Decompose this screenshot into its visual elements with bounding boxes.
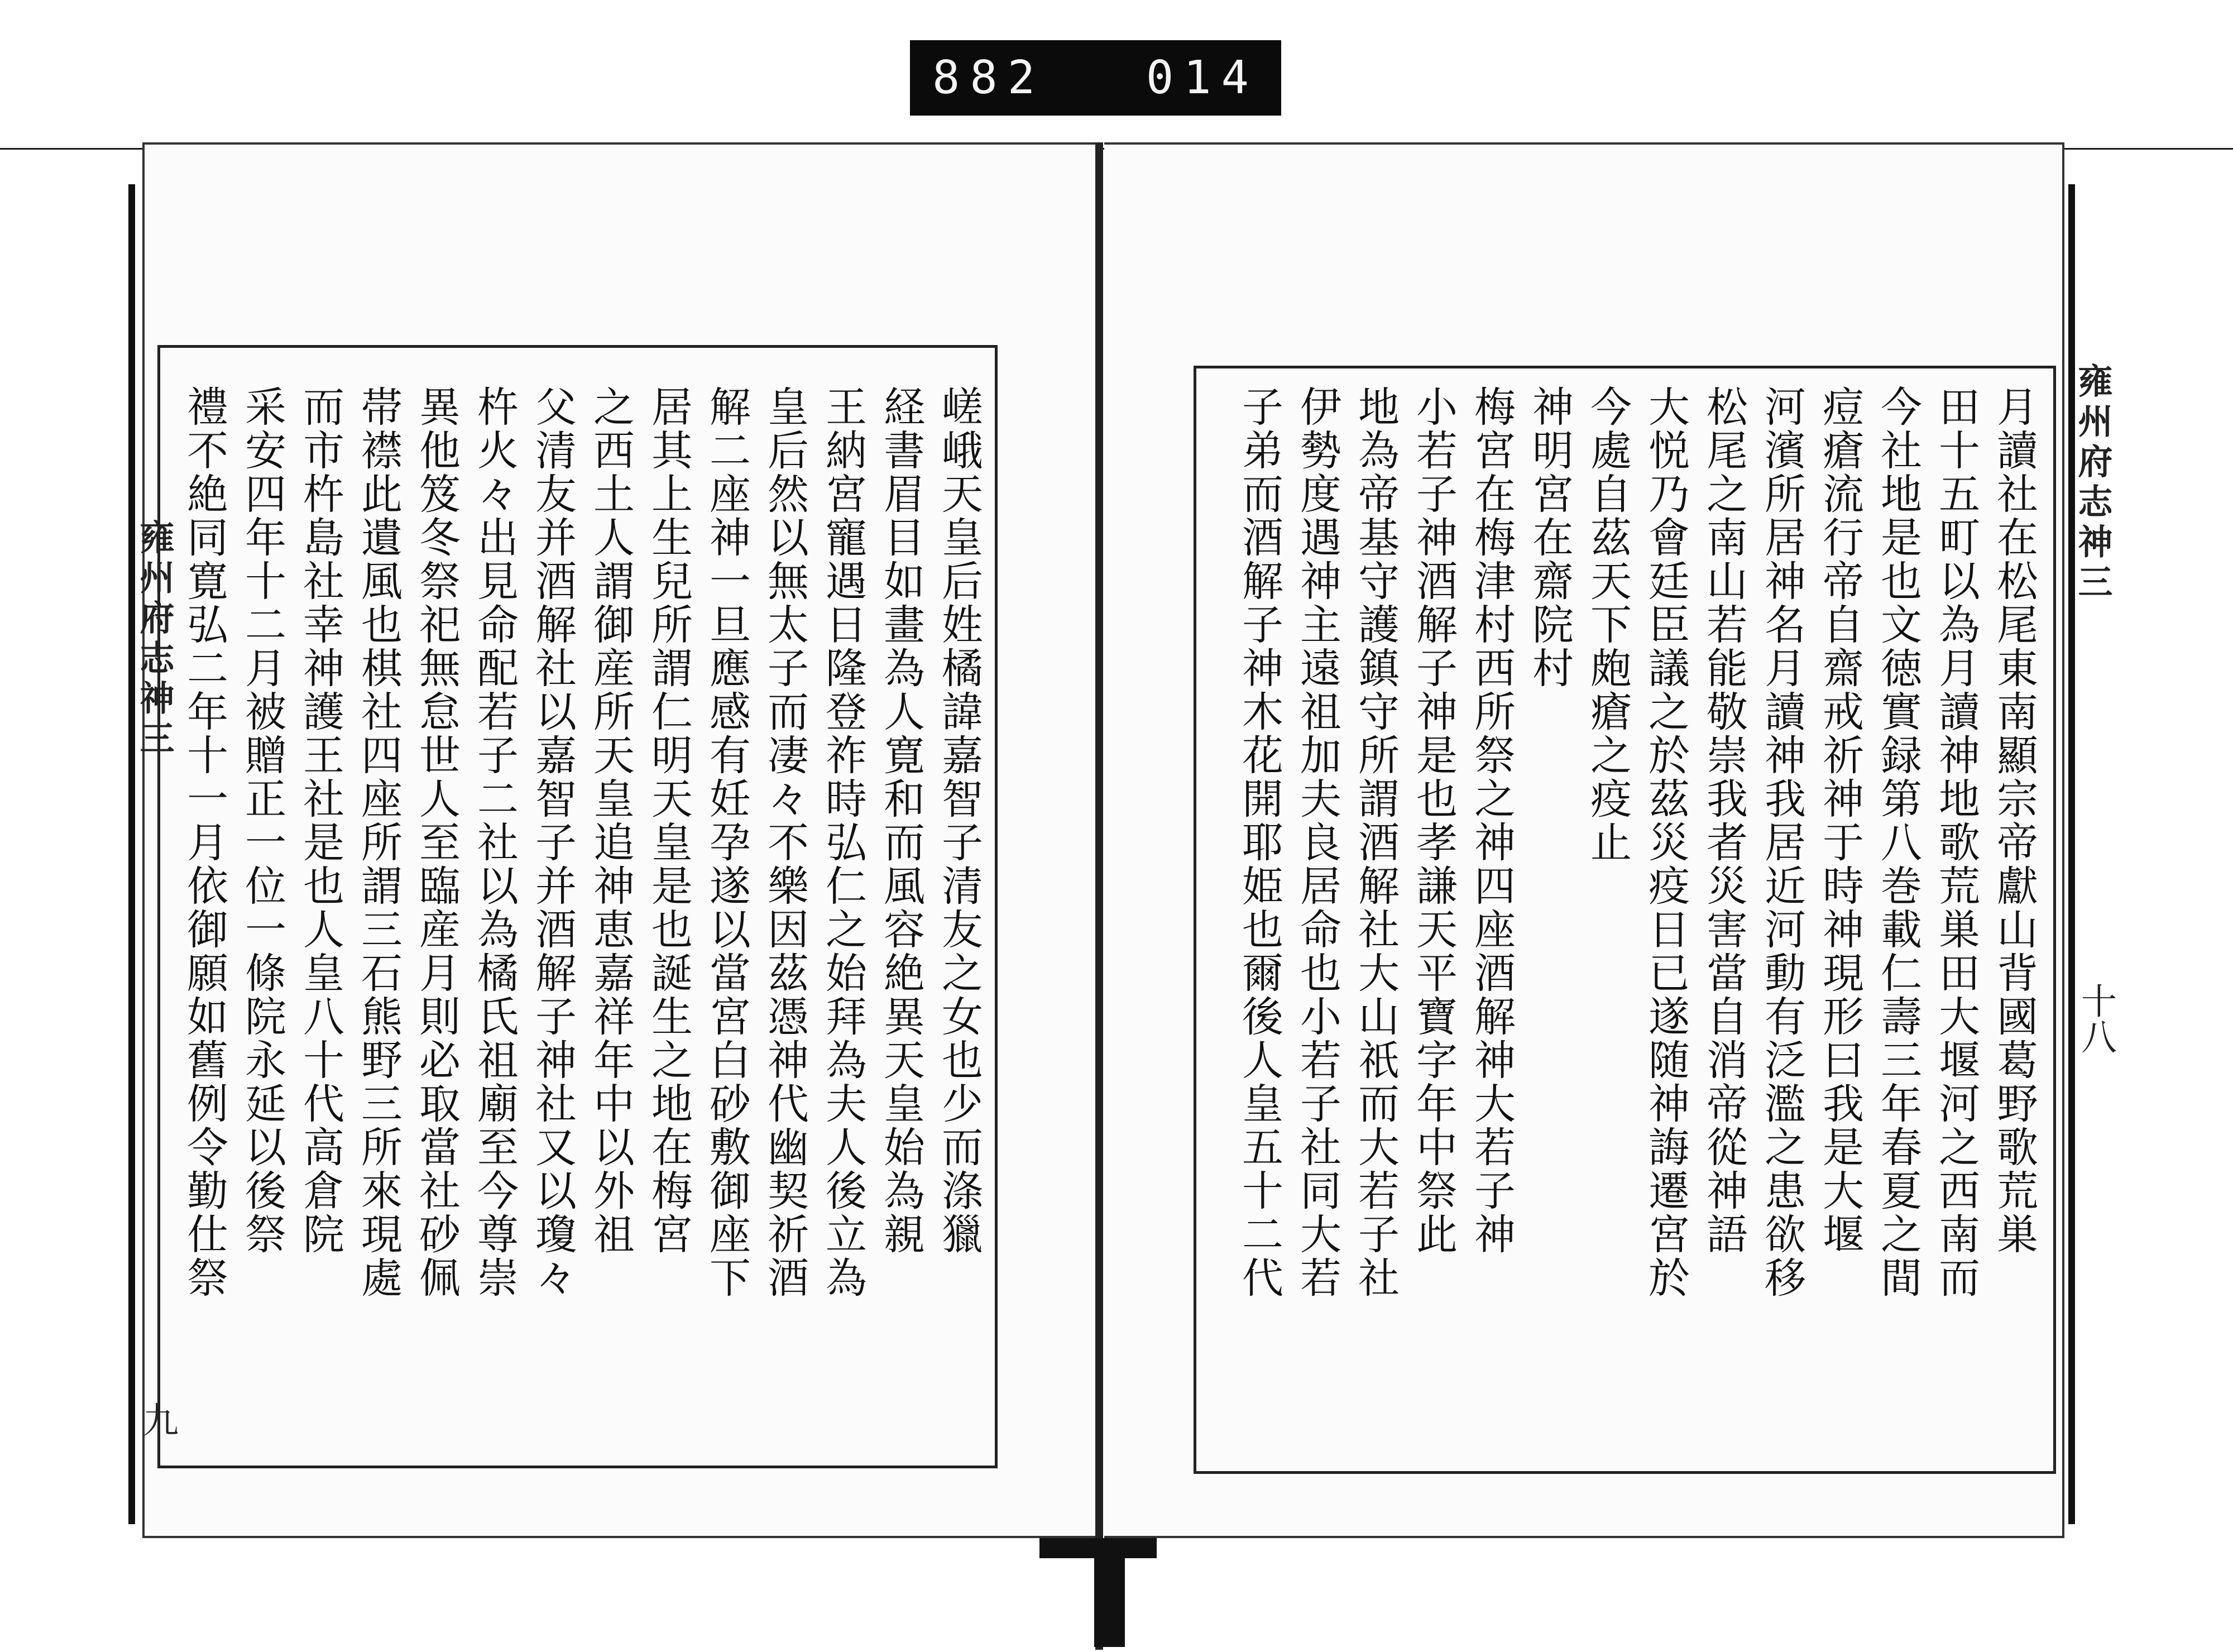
right-column-10: 梅宮在梅津村西所祭之神四座酒解神大若子神: [1468, 385, 1516, 1256]
bottom-spine-mark: [1094, 1541, 1125, 1647]
left-column-5: 解二座神一旦應感有妊孕遂以當宮白砂敷御座下: [703, 385, 751, 1300]
right-hanshin-title: 雍州府志神三: [2072, 363, 2113, 604]
left-hanshin-title: 雍州府志神三: [134, 519, 175, 760]
left-column-2: 経書眉目如畫為人寛和而風容絶異天皇始為親: [877, 385, 925, 1256]
label-left-number: 882: [932, 51, 1046, 104]
left-column-3: 王納宮寵遇日隆登祚時弘仁之始拜為夫人後立為: [819, 385, 867, 1300]
left-column-8: 父清友并酒解社以嘉智子并酒解子神社又以瓊々: [529, 385, 577, 1300]
left-page-edge: [128, 184, 135, 1524]
left-column-7: 之西土人謂御産所天皇追神恵嘉祥年中以外祖: [587, 385, 635, 1256]
left-column-6: 居其上生兒所謂仁明天皇是也誕生之地在梅宮: [645, 385, 693, 1256]
right-column-2: 田十五町以為月讀神地歌荒巣田大堰河之西南而: [1932, 385, 1980, 1300]
left-column-11: 帯襟此遺風也棋社四座所謂三石熊野三所來現處: [354, 385, 402, 1300]
left-column-13: 采安四年十二月被贈正一位一條院永延以後祭: [238, 385, 286, 1256]
archive-label: [910, 40, 1281, 116]
left-column-9: 杵火々出見命配若子二社以為橘氏祖廟至今尊崇: [471, 385, 519, 1300]
right-folio: 十八: [2075, 983, 2116, 1054]
left-column-14: 禮不絶同寛弘二年十一月依御願如舊例令勤仕祭: [180, 385, 228, 1300]
right-column-5: 河濱所居神名月讀神我居近河動有泛濫之患欲移: [1758, 385, 1806, 1300]
right-column-3: 今社地是也文徳實録第八巻載仁壽三年春夏之間: [1874, 385, 1922, 1300]
right-column-12: 地為帝基守護鎮守所謂酒解社大山祇而大若子社: [1352, 385, 1400, 1300]
left-folio: 九: [137, 1401, 178, 1437]
right-column-1: 月讀社在松尾東南顯宗帝獻山背國葛野歌荒巣: [1990, 385, 2038, 1256]
right-column-9: 神明宮在齋院村: [1526, 385, 1574, 690]
right-column-14: 子弟而酒解子神木花開耶姫也爾後人皇五十二代: [1235, 385, 1283, 1300]
book-gutter: [1095, 142, 1103, 1650]
right-page-text: [1206, 385, 2043, 1457]
right-column-7: 大悦乃會廷臣議之於茲災疫日已遂随神誨遷宮於: [1642, 385, 1690, 1300]
left-column-12: 而市杵島社幸神護王社是也人皇八十代高倉院: [296, 385, 344, 1256]
right-column-13: 伊勢度遇神主遠祖加夫良居命也小若子社同大若: [1293, 385, 1341, 1300]
left-column-1: 嵯峨天皇后姓橘諱嘉智子清友之女也少而涤獵: [935, 385, 983, 1256]
right-column-11: 小若子神酒解子神是也孝謙天平寶字年中祭此: [1410, 385, 1458, 1256]
right-column-4: 痘瘡流行帝自齋戒祈神于時神現形曰我是大堰: [1816, 385, 1864, 1256]
right-column-8: 今處自茲天下皰瘡之疫止: [1584, 385, 1632, 864]
label-right-number: 014: [1146, 51, 1259, 104]
left-column-4: 皇后然以無太子而凄々不樂因茲憑神代幽契祈酒: [761, 385, 809, 1300]
left-column-10: 異他笈冬祭祀無怠世人至臨産月則必取當社砂佩: [413, 385, 461, 1300]
right-column-6: 松尾之南山若能敬崇我者災害當自消帝從神語: [1700, 385, 1748, 1256]
left-page-text: [167, 385, 988, 1457]
